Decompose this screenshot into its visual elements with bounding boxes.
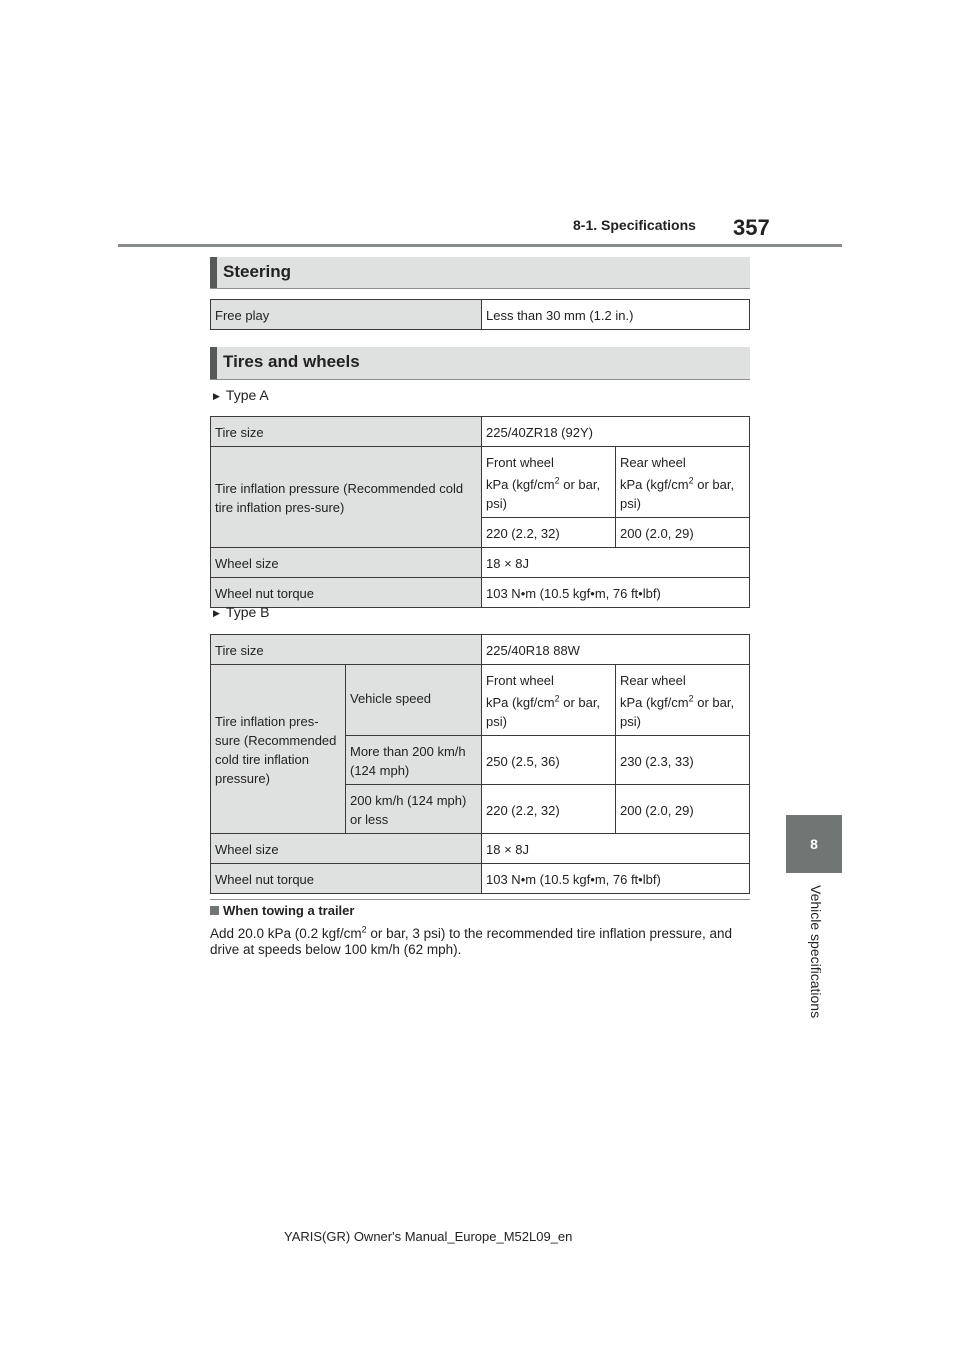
- wheel-size-value: 18 × 8J: [482, 834, 750, 864]
- wheel-size-label: Wheel size: [211, 548, 482, 578]
- rear-wheel-header: Rear wheel kPa ($kgf/cm^2$ or bar, psi): [616, 665, 750, 736]
- note-divider: [210, 899, 750, 900]
- front-wheel-header: Front wheel kPa ($kgf/cm^2$ or bar, psi): [482, 447, 616, 518]
- steering-title: Steering: [223, 262, 292, 281]
- heading-bar: [210, 257, 217, 288]
- type-a-table: [210, 416, 750, 608]
- rear-pressure-value: 200 (2.0, 29): [616, 518, 750, 548]
- tires-heading: [210, 347, 750, 380]
- section-title: 8-1. Specifications: [573, 217, 696, 233]
- steering-heading: [210, 257, 750, 289]
- wheel-nut-torque-value: 103 N•m (10.5 kgf•m, 76 ft•lbf): [482, 578, 750, 608]
- wheel-size-label: Wheel size: [211, 834, 482, 864]
- free-play-value: Less than 30 mm (1.2 in.): [482, 300, 750, 330]
- wheel-nut-torque-label: Wheel nut torque: [211, 578, 482, 608]
- header-divider: [118, 244, 842, 247]
- pressure-label: Tire inflation pres-sure (Recommended cold tire inflation pressure): [211, 665, 346, 834]
- square-bullet-icon: [210, 906, 219, 915]
- chapter-tab[interactable]: [786, 815, 842, 873]
- tires-title: Tires and wheels: [223, 352, 360, 371]
- vehicle-speed-header: Vehicle speed: [346, 665, 482, 736]
- page-number: 357: [733, 215, 770, 240]
- free-play-label: Free play: [211, 300, 482, 330]
- speed-row-low: 200 km/h (124 mph) or less: [346, 785, 482, 834]
- front-pressure-value: 220 (2.2, 32): [482, 518, 616, 548]
- pressure-label: Tire inflation pressure (Recommended cold tire inflation pres-sure): [211, 447, 482, 548]
- steering-table: [210, 299, 750, 330]
- rear-pressure-low: 200 (2.0, 29): [616, 785, 750, 834]
- chapter-title: Vehicle specifications: [808, 885, 824, 1019]
- chapter-number: 8: [810, 836, 818, 852]
- type-b-table: [210, 634, 750, 894]
- triangle-bullet-icon: ▶: [213, 608, 220, 618]
- tire-size-label: Tire size: [211, 417, 482, 447]
- front-pressure-high: 250 (2.5, 36): [482, 736, 616, 785]
- tire-size-value: 225/40R18 88W: [482, 635, 750, 665]
- triangle-bullet-icon: ▶: [213, 391, 220, 401]
- wheel-size-value: 18 × 8J: [482, 548, 750, 578]
- heading-bar: [210, 347, 217, 379]
- wheel-nut-torque-label: Wheel nut torque: [211, 864, 482, 894]
- tire-size-value: 225/40ZR18 (92Y): [482, 417, 750, 447]
- front-wheel-header: Front wheel kPa ($kgf/cm^2$ or bar, psi): [482, 665, 616, 736]
- speed-row-high: More than 200 km/h (124 mph): [346, 736, 482, 785]
- wheel-nut-torque-value: 103 N•m (10.5 kgf•m, 76 ft•lbf): [482, 864, 750, 894]
- rear-pressure-high: 230 (2.3, 33): [616, 736, 750, 785]
- type-b-label: ▶ Type B: [213, 604, 270, 620]
- front-pressure-low: 220 (2.2, 32): [482, 785, 616, 834]
- rear-wheel-header: Rear wheel kPa ($kgf/cm^2$ or bar, psi): [616, 447, 750, 518]
- footer-manual-id: YARIS(GR) Owner's Manual_Europe_M52L09_en: [284, 1229, 573, 1244]
- note-body: Add 20.0 kPa (0.2 kgf/$cm^2$ or bar, 3 psi) to the recommended tire inflation pressure, and drive at speeds below 100 km/h (62 mph).: [210, 924, 733, 957]
- type-a-label: ▶ Type A: [213, 387, 269, 403]
- note-heading: When towing a trailer: [210, 903, 354, 918]
- tire-size-label: Tire size: [211, 635, 482, 665]
